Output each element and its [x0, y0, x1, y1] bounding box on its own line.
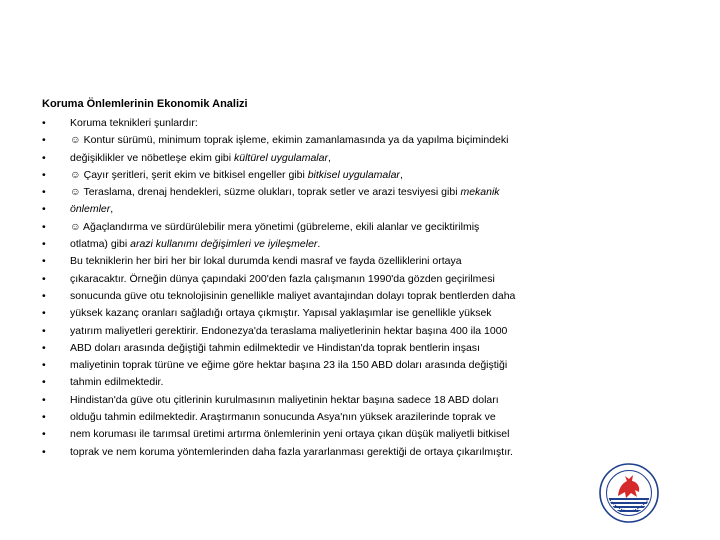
text-segment: ☺ Ağaçlandırma ve sürdürülebilir mera yönetimi (gübreleme, ekili alanlar ve geciktirilmiş — [70, 220, 480, 233]
bullet-marker: • — [42, 341, 46, 354]
text-segment: . — [317, 238, 321, 251]
text-segment: otlatma) gibi — [70, 238, 131, 251]
bullet-marker: • — [42, 238, 46, 251]
bullet-list — [42, 115, 602, 461]
bullet-text — [70, 357, 507, 374]
text-segment: Koruma teknikleri şunlardır: — [70, 117, 198, 129]
bullet-line — [42, 132, 602, 149]
bullet-text — [70, 253, 462, 270]
bullet-marker: • — [42, 203, 46, 216]
bullet-marker: • — [42, 168, 46, 181]
bullet-marker: • — [42, 117, 46, 129]
text-segment: sonucunda güve otu teknolojisinin genellikle maliyet avantajından dolayı toprak bentlerden daha — [70, 289, 516, 302]
bullet-text — [70, 323, 507, 340]
bullet-text — [70, 184, 500, 201]
bullet-line — [42, 201, 602, 218]
bullet-marker: • — [42, 393, 46, 406]
text-segment: olduğu tahmin edilmektedir. Araştırmanın sonucunda Asya'nın yüksek arazilerinde toprak ve — [70, 411, 496, 424]
text-segment: Bu tekniklerin her biri her bir lokal durumda kendi masraf ve fayda özelliklerini ortaya — [70, 255, 462, 268]
bullet-line — [42, 305, 602, 322]
bullet-marker: • — [42, 186, 46, 199]
bullet-marker: • — [42, 359, 46, 372]
bullet-line — [42, 340, 602, 357]
bullet-marker: • — [42, 255, 46, 268]
italic-term: kültürel uygulamalar — [234, 151, 328, 164]
bullet-line — [42, 357, 602, 374]
bullet-marker: • — [42, 272, 46, 285]
bullet-marker: • — [42, 376, 46, 389]
bullet-text — [70, 444, 513, 461]
bullet-text — [70, 201, 113, 218]
bullet-line — [42, 323, 602, 340]
italic-term: mekanik — [460, 186, 500, 199]
bullet-line — [42, 115, 602, 132]
bullet-line — [42, 150, 602, 167]
italic-term: arazi kullanımı değişimleri ve iyileşmeler — [130, 238, 318, 251]
bullet-text — [70, 219, 479, 236]
bullet-text — [70, 409, 496, 426]
text-segment: ☺ Çayır şeritleri, şerit ekim ve bitkisel engeller gibi — [70, 168, 308, 181]
text-segment: yatırım maliyetleri gerektirir. Endonezya'da teraslama maliyetlerinin hektar başına 400 ila 1000 — [70, 324, 508, 337]
bullet-line — [42, 253, 602, 270]
university-logo — [598, 462, 660, 524]
bullet-line — [42, 167, 602, 184]
bullet-line — [42, 184, 602, 201]
bullet-marker: • — [42, 411, 46, 424]
bullet-text — [70, 288, 515, 305]
bullet-line — [42, 374, 602, 391]
text-segment: Hindistan'da güve otu çitlerinin kurulmasının maliyetinin hektar başına sadece 18 ABD doları — [70, 393, 499, 406]
bullet-marker: • — [42, 289, 46, 302]
text-segment: değişiklikler ve nöbetleşe ekim gibi — [70, 151, 234, 164]
bullet-text — [70, 150, 331, 167]
bullet-marker: • — [42, 324, 46, 337]
bullet-marker: • — [42, 134, 46, 147]
bullet-text — [70, 271, 495, 288]
bullet-text — [70, 374, 163, 391]
text-segment: , — [399, 168, 403, 181]
slide-title: Koruma Önlemlerinin Ekonomik Analizi — [42, 98, 248, 110]
bullet-marker: • — [42, 151, 46, 164]
italic-term: bitkisel uygulamalar — [307, 168, 400, 181]
bullet-line — [42, 409, 602, 426]
bullet-marker: • — [42, 307, 46, 320]
text-segment: , — [110, 203, 114, 216]
bullet-text — [70, 426, 509, 443]
bullet-line — [42, 236, 602, 253]
bullet-text — [70, 305, 492, 322]
text-segment: nem koruması ile tarımsal üretimi artırma önlemlerinin yeni ortaya çıkan düşük maliyetli bitkisel — [70, 428, 510, 441]
text-segment: , — [327, 151, 331, 164]
bullet-text — [70, 115, 198, 132]
italic-term: önlemler — [70, 203, 111, 216]
text-segment: ☺ Kontur sürümü, minimum toprak işleme, ekimin zamanlamasında ya da yapılma biçimindeki — [70, 134, 509, 147]
text-segment: ☺ Teraslama, drenaj hendekleri, süzme olukları, toprak setler ve arazi tesviyesi gibi — [70, 186, 461, 199]
bullet-marker: • — [42, 445, 46, 458]
text-segment: ABD doları arasında değiştiği tahmin edilmektedir ve Hindistan'da toprak bentlerin inşası — [70, 341, 480, 354]
bullet-marker: • — [42, 220, 46, 233]
bullet-line — [42, 288, 602, 305]
bullet-text — [70, 236, 320, 253]
bullet-line — [42, 392, 602, 409]
text-segment: tahmin edilmektedir. — [70, 376, 164, 389]
bullet-marker: • — [42, 428, 46, 441]
text-segment: çıkaracaktır. Örneğin dünya çapındaki 200'den fazla çalışmanın 1990'da gözden geçirilmesi — [70, 272, 495, 285]
text-segment: toprak ve nem koruma yöntemlerinden daha fazla yararlanması gerektiği de ortaya çıkarılmıştır. — [70, 445, 513, 458]
bullet-line — [42, 219, 602, 236]
bullet-text — [70, 340, 480, 357]
bullet-text — [70, 392, 499, 409]
bullet-text — [70, 132, 508, 149]
text-segment: maliyetinin toprak türüne ve eğime göre hektar başına 23 ila 150 ABD doları arasında değiştiği — [70, 359, 508, 372]
bullet-line — [42, 444, 602, 461]
bullet-text — [70, 167, 403, 184]
text-segment: yüksek kazanç oranları sağladığı ortaya çıkmıştır. Yapısal yaklaşımlar ise genellikle yüksek — [70, 307, 492, 320]
bullet-line — [42, 271, 602, 288]
bullet-line — [42, 426, 602, 443]
